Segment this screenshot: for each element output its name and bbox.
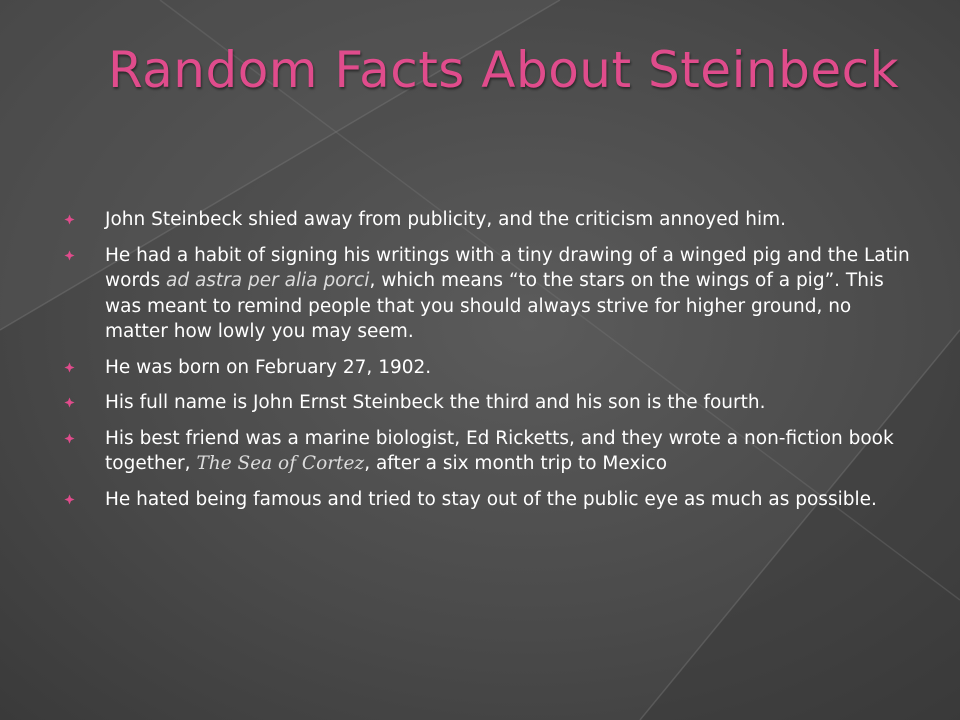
bullet-item bbox=[62, 207, 912, 233]
bullet-item bbox=[62, 243, 912, 345]
diamond-bullet-icon bbox=[64, 362, 75, 373]
bullet-text: He had a habit of signing his writings with a tiny drawing of a winged pig and the Latin words bbox=[105, 244, 910, 291]
diamond-bullet-icon bbox=[64, 494, 75, 505]
bullet-item bbox=[62, 426, 912, 477]
bullet-text: He hated being famous and tried to stay out of the public eye as much as possible. bbox=[105, 488, 877, 510]
bullet-item bbox=[62, 355, 912, 381]
bullet-text: John Steinbeck shied away from publicity, and the criticism annoyed him. bbox=[105, 209, 786, 230]
slide-title: Random Facts About Steinbeck bbox=[108, 41, 900, 99]
bullet-text: His best friend was a marine biologist, Ed Ricketts, and they wrote a non-fiction book together, bbox=[105, 427, 894, 474]
bullet-text: , which means “to the stars on the wings of a pig”. This was meant to remind people that you should always strive for higher ground, no matter how lowly you may seem. bbox=[105, 270, 884, 342]
latin-phrase: ad astra per alia porci bbox=[166, 270, 370, 291]
bullet-text: His full name is John Ernst Steinbeck the third and his son is the fourth. bbox=[105, 392, 766, 413]
bullet-item bbox=[62, 487, 912, 513]
bullet-text: He was born on February 27, 1902. bbox=[105, 356, 432, 378]
diamond-bullet-icon bbox=[64, 433, 75, 444]
bullet-text: , after a six month trip to Mexico bbox=[364, 453, 668, 474]
book-title: The Sea of Cortez bbox=[196, 453, 365, 474]
diamond-bullet-icon bbox=[64, 214, 75, 225]
diamond-bullet-icon bbox=[64, 397, 75, 408]
bullet-item bbox=[62, 390, 912, 416]
diamond-bullet-icon bbox=[64, 250, 75, 261]
bullet-list bbox=[62, 207, 912, 522]
